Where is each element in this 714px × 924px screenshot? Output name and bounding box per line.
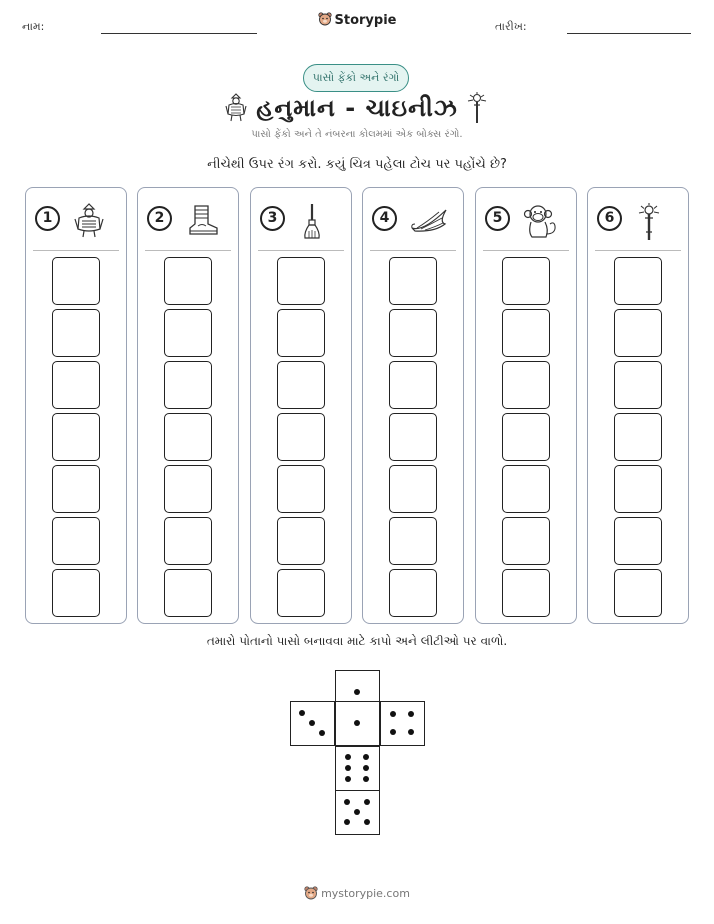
color-box[interactable] <box>52 361 100 409</box>
color-box[interactable] <box>389 465 437 513</box>
color-box[interactable] <box>164 257 212 305</box>
color-box[interactable] <box>277 257 325 305</box>
color-box[interactable] <box>277 465 325 513</box>
column-header <box>588 188 688 250</box>
color-box[interactable] <box>614 413 662 461</box>
column-1 <box>25 187 127 624</box>
date-line[interactable] <box>567 33 691 34</box>
column-divider <box>483 250 569 251</box>
color-box[interactable] <box>52 569 100 617</box>
pip <box>354 689 360 695</box>
pip <box>345 765 351 771</box>
pip <box>390 729 396 735</box>
column-3 <box>250 187 352 624</box>
column-number: 1 <box>35 206 60 231</box>
color-box[interactable] <box>502 465 550 513</box>
color-box[interactable] <box>277 569 325 617</box>
color-box[interactable] <box>389 361 437 409</box>
subtitle: પાસો ફેંકો અને તે નંબરના કોલમમાં એક બોક્સ રંગો. <box>251 129 463 140</box>
date-label: તારીખ: <box>495 20 527 33</box>
armored-warrior-icon <box>72 202 106 238</box>
column-header <box>363 188 463 250</box>
pip <box>309 720 315 726</box>
color-box[interactable] <box>164 569 212 617</box>
color-box[interactable] <box>502 569 550 617</box>
color-box[interactable] <box>502 309 550 357</box>
color-box[interactable] <box>52 465 100 513</box>
pip <box>344 799 350 805</box>
color-box[interactable] <box>614 257 662 305</box>
pip <box>364 799 370 805</box>
color-box[interactable] <box>614 309 662 357</box>
pip <box>319 730 325 736</box>
color-box[interactable] <box>614 517 662 565</box>
color-box[interactable] <box>389 413 437 461</box>
pip <box>345 776 351 782</box>
dice-face-right[interactable] <box>380 701 425 746</box>
color-box[interactable] <box>277 361 325 409</box>
color-box[interactable] <box>389 309 437 357</box>
brand-logo <box>0 12 714 28</box>
column-header <box>251 188 351 250</box>
pip <box>354 809 360 815</box>
storypie-bear-icon <box>304 886 318 900</box>
brand-name: Storypie <box>334 13 397 28</box>
pip <box>390 711 396 717</box>
column-number: 3 <box>260 206 285 231</box>
cut-instruction: તમારો પોતાનો પાસો બનાવવા માટે કાપો અને લીટીઓ પર વાળો. <box>206 634 508 648</box>
color-box[interactable] <box>389 517 437 565</box>
color-box[interactable] <box>52 517 100 565</box>
pip <box>408 729 414 735</box>
boot-icon <box>184 202 220 238</box>
color-box[interactable] <box>164 361 212 409</box>
dice-face-lower[interactable] <box>335 746 380 791</box>
column-divider <box>33 250 119 251</box>
column-5 <box>475 187 577 624</box>
monkey-icon <box>522 202 560 240</box>
color-box[interactable] <box>164 517 212 565</box>
color-box[interactable] <box>277 517 325 565</box>
color-box[interactable] <box>389 257 437 305</box>
dice-face-bottom[interactable] <box>335 790 380 835</box>
page-title: હનુમાન - ચાઇનીઝ <box>256 94 458 122</box>
column-6 <box>587 187 689 624</box>
name-label: નામ: <box>22 20 45 33</box>
column-number: 4 <box>372 206 397 231</box>
pip <box>364 819 370 825</box>
pip <box>363 754 369 760</box>
scepter-icon <box>634 202 664 242</box>
dice-face-center[interactable] <box>335 701 380 746</box>
color-box[interactable] <box>164 465 212 513</box>
column-number: 2 <box>147 206 172 231</box>
pip <box>344 819 350 825</box>
pip <box>408 711 414 717</box>
color-box[interactable] <box>52 257 100 305</box>
color-box[interactable] <box>277 413 325 461</box>
color-box[interactable] <box>502 361 550 409</box>
column-2 <box>137 187 239 624</box>
column-4 <box>362 187 464 624</box>
pip <box>363 765 369 771</box>
column-number: 6 <box>597 206 622 231</box>
column-divider <box>595 250 681 251</box>
color-box[interactable] <box>502 413 550 461</box>
wing-icon <box>409 202 449 236</box>
pip <box>363 776 369 782</box>
color-box[interactable] <box>389 569 437 617</box>
footer-link[interactable]: mystorypie.com <box>321 887 410 900</box>
column-header <box>476 188 576 250</box>
column-number: 5 <box>485 206 510 231</box>
column-header <box>138 188 238 250</box>
pip <box>354 720 360 726</box>
dice-face-left[interactable] <box>290 701 335 746</box>
color-box[interactable] <box>502 257 550 305</box>
column-divider <box>258 250 344 251</box>
game-badge: પાસો ફેંકો અને રંગો <box>303 64 409 92</box>
instruction: નીચેથી ઉપર રંગ કરો. કયું ચિત્ર પહેલા ટોચ પર પહોંચે છે? <box>207 157 507 172</box>
color-box[interactable] <box>614 569 662 617</box>
color-box[interactable] <box>614 361 662 409</box>
name-line[interactable] <box>101 33 257 34</box>
color-box[interactable] <box>52 413 100 461</box>
color-box[interactable] <box>502 517 550 565</box>
pip <box>345 754 351 760</box>
color-box[interactable] <box>164 309 212 357</box>
column-divider <box>145 250 231 251</box>
pip <box>299 710 305 716</box>
storypie-bear-icon <box>318 12 332 26</box>
color-box[interactable] <box>614 465 662 513</box>
title-row <box>0 92 714 126</box>
color-box[interactable] <box>277 309 325 357</box>
footer <box>0 886 714 900</box>
color-box[interactable] <box>164 413 212 461</box>
column-divider <box>370 250 456 251</box>
column-header <box>26 188 126 250</box>
brush-icon <box>297 202 327 240</box>
scepter-icon <box>466 92 488 124</box>
color-box[interactable] <box>52 309 100 357</box>
